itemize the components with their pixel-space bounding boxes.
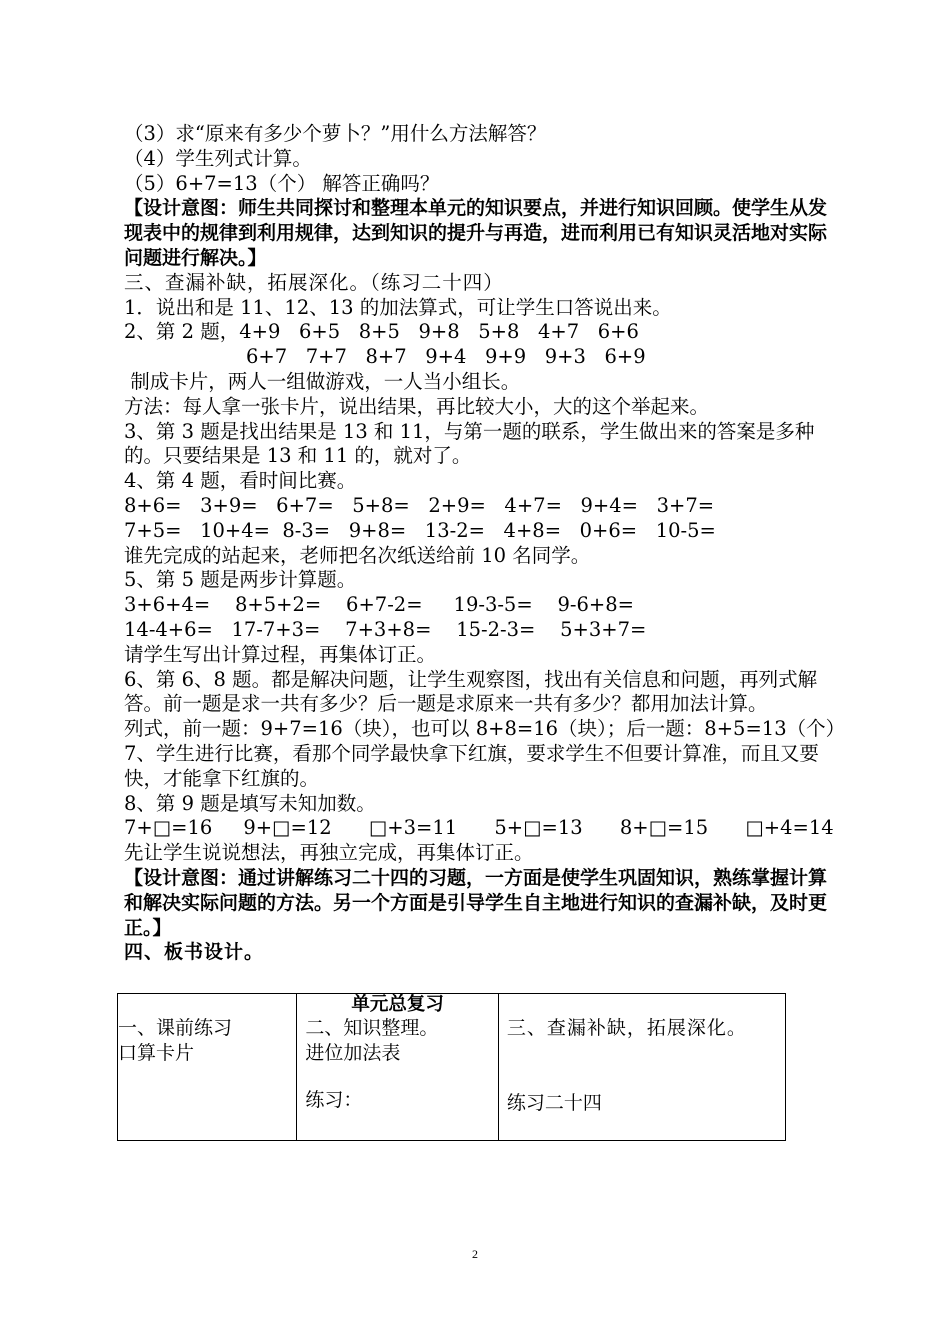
text-line: 2、第 2 题，4+9 6+5 8+5 9+8 5+8 4+7 6+6 (124, 320, 639, 344)
section-3-heading: 三、查漏补缺，拓展深化。（练习二十四） (124, 270, 504, 294)
design-intent-1: 【设计意图：师生共同探讨和整理本单元的知识要点，并进行知识回顾。使学生从发现表中的规律到利用规律，达到知识的提升与再造，进而利用已有知识灵活地对实际问题进行解决。】 (124, 197, 828, 269)
text-line: 先让学生说说想法，再独立完成，再集体订正。 (124, 841, 534, 865)
equation-row: 7+□=16 9+□=12 □+3=11 5+□=13 8+□=15 □+4=14 (124, 816, 834, 840)
text-line: （5）6+7=13（个） 解答正确吗？ (124, 171, 440, 195)
text-line: 请学生写出计算过程，再集体订正。 (124, 642, 437, 666)
board-cell-1 (118, 994, 297, 1141)
board-text: 三、查漏补缺，拓展深化。 (506, 1017, 747, 1039)
text-line: （4）学生列式计算。 (124, 146, 312, 170)
text-line: （3）求“原来有多少个萝卜？”用什么方法解答？ (124, 122, 547, 145)
equation-row: 3+6+4= 8+5+2= 6+7-2= 19-3-5= 9-6+8= (124, 593, 634, 617)
text-line: 5、第 5 题是两步计算题。 (124, 568, 357, 592)
document-body (124, 122, 846, 965)
board-text: 练习： (305, 1089, 363, 1111)
board-cell-3 (498, 994, 785, 1141)
text-paragraph: 7、学生进行比赛，看那个同学最快拿下红旗，要求学生不但要计算准，而且又要快，才能拿下红旗的。 (124, 741, 819, 790)
equation-row: 7+5= 10+4= 8-3= 9+8= 13-2= 4+8= 0+6= 10-5= (124, 518, 716, 542)
board-text: 进位加法表 (305, 1042, 401, 1064)
text-line: 谁先完成的站起来，老师把名次纸送给前 10 名同学。 (124, 543, 591, 567)
board-title: 单元总复习 (351, 994, 444, 1015)
board-text: 二、知识整理。 (305, 1017, 439, 1039)
text-line: 列式，前一题：9+7=16（块），也可以 8+8=16（块）；后一题：8+5=13（个） (124, 717, 846, 741)
text-line: 1．说出和是 11、12、13 的加法算式，可让学生口答说出来。 (124, 295, 672, 319)
text-line: 6+7 7+7 8+7 9+4 9+9 9+3 6+9 (246, 345, 646, 369)
page-number: 2 (472, 1247, 478, 1261)
text-paragraph: 6、第 6、8 题。都是解决问题，让学生观察图，找出有关信息和问题，再列式解答。前一题是求一共有多少？后一题是求原来一共有多少？都用加法计算。 (124, 667, 818, 716)
section-4-heading: 四、板书设计。 (124, 941, 265, 964)
board-text: 练习二十四 (506, 1092, 602, 1114)
equation-row: 14-4+6= 17-7+3= 7+3+8= 15-2-3= 5+3+7= (124, 617, 647, 641)
text-paragraph: 3、第 3 题是找出结果是 13 和 11，与第一题的联系，学生做出来的答案是多种的。只要结果是 13 和 11 的，就对了。 (124, 419, 815, 468)
board-cell-2 (297, 994, 499, 1141)
board-design-table (117, 993, 786, 1141)
text-line: 8、第 9 题是填写未知加数。 (124, 791, 376, 815)
board-text: 一、课前练习 (118, 1017, 233, 1039)
text-line: 4、第 4 题，看时间比赛。 (124, 469, 357, 493)
equation-row: 8+6= 3+9= 6+7= 5+8= 2+9= 4+7= 9+4= 3+7= (124, 493, 715, 517)
design-intent-2: 【设计意图：通过讲解练习二十四的习题，一方面是使学生巩固知识，熟练掌握计算和解决实际问题的方法。另一个方面是引导学生自主地进行知识的查漏补缺，及时更正。】 (124, 866, 828, 939)
text-line: 制成卡片，两人一组做游戏，一人当小组长。 (124, 369, 521, 393)
text-line: 方法：每人拿一张卡片，说出结果，再比较大小，大的这个举起来。 (124, 394, 710, 418)
board-text: 口算卡片 (118, 1042, 195, 1064)
